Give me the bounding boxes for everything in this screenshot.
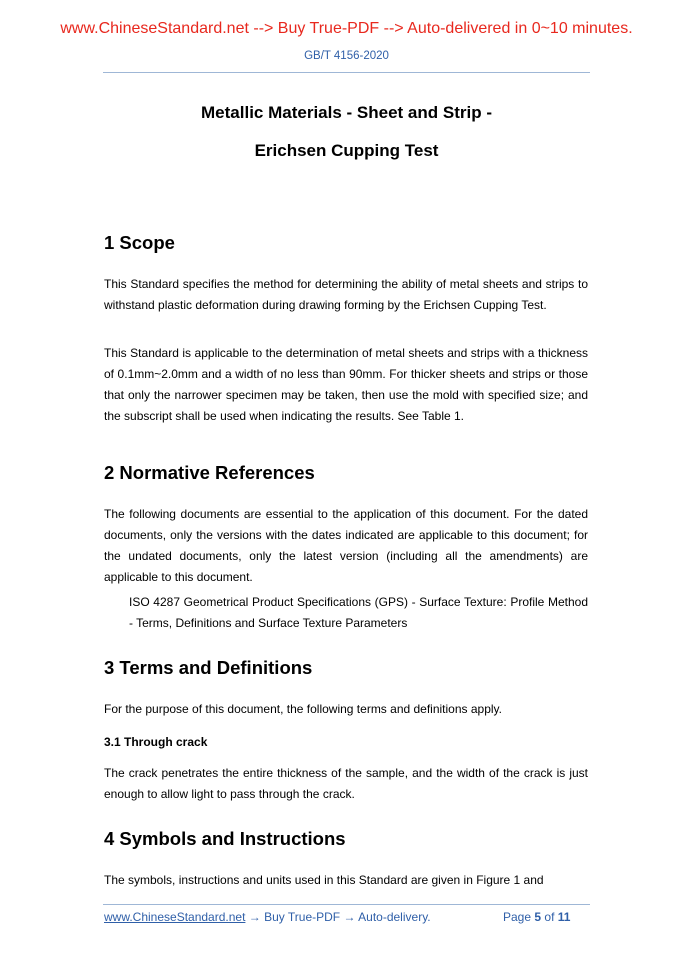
document-title-line-2: Erichsen Cupping Test (254, 141, 439, 160)
section-heading-symbols-instructions: 4 Symbols and Instructions (104, 828, 346, 849)
subsection-heading-through-crack: 3.1 Through crack (104, 735, 208, 749)
scope-paragraph-2: This Standard is applicable to the determination of metal sheets and strips with a thickness of 0.1mm~2.0mm and a width of no less than 90mm. For thicker sheets and strips or those that only the narrower specimen may be taken, then use the mold with specified size; and the subscript shall be used when indicating the results. See Table 1. (104, 346, 588, 423)
terms-paragraph-1: For the purpose of this document, the following terms and definitions apply. (104, 702, 502, 716)
arrow-right-icon: → (343, 910, 356, 924)
symbols-paragraph-1: The symbols, instructions and units used in this Standard are given in Figure 1 and (104, 873, 544, 887)
document-title-line-1: Metallic Materials - Sheet and Strip - (201, 103, 492, 122)
normative-paragraph-1: The following documents are essential to the application of this document. For the dated documents, only the versions with the dates indicated are applicable to this document; for the undated documents, only the latest version (including all the amendments) are applicable to this document. (104, 507, 588, 584)
header-divider (103, 72, 590, 73)
footer-link-group[interactable] (104, 910, 431, 924)
section-heading-scope: 1 Scope (104, 232, 175, 253)
arrow-right-icon: → (248, 910, 261, 924)
section-heading-normative-references: 2 Normative References (104, 462, 315, 483)
footer-buy-link[interactable]: Buy True-PDF (264, 910, 341, 924)
page-label: Page (503, 910, 532, 924)
terms-paragraph-2: The crack penetrates the entire thickness of the sample, and the width of the crack is just enough to allow light to pass through the crack. (104, 766, 588, 801)
top-banner-link[interactable]: www.ChineseStandard.net --> Buy True-PDF --> Auto-delivered in 0~10 minutes. (60, 20, 633, 37)
footer-auto-delivery: Auto-delivery. (358, 910, 431, 924)
document-code: GB/T 4156-2020 (304, 50, 389, 62)
page-of-label: of (544, 910, 555, 924)
page-current: 5 (534, 910, 542, 924)
normative-reference-item: ISO 4287 Geometrical Product Specifications (GPS) - Surface Texture: Profile Method - Terms, Definitions and Surface Texture Parameters (129, 595, 588, 630)
section-heading-terms-definitions: 3 Terms and Definitions (104, 657, 313, 678)
page-indicator (503, 910, 570, 924)
page-total: 11 (557, 910, 571, 924)
footer-divider (103, 904, 590, 905)
scope-paragraph-1: This Standard specifies the method for determining the ability of metal sheets and strips to withstand plastic deformation during drawing forming by the Erichsen Cupping Test. (104, 277, 588, 312)
footer-site-link[interactable]: www.ChineseStandard.net (104, 910, 246, 924)
